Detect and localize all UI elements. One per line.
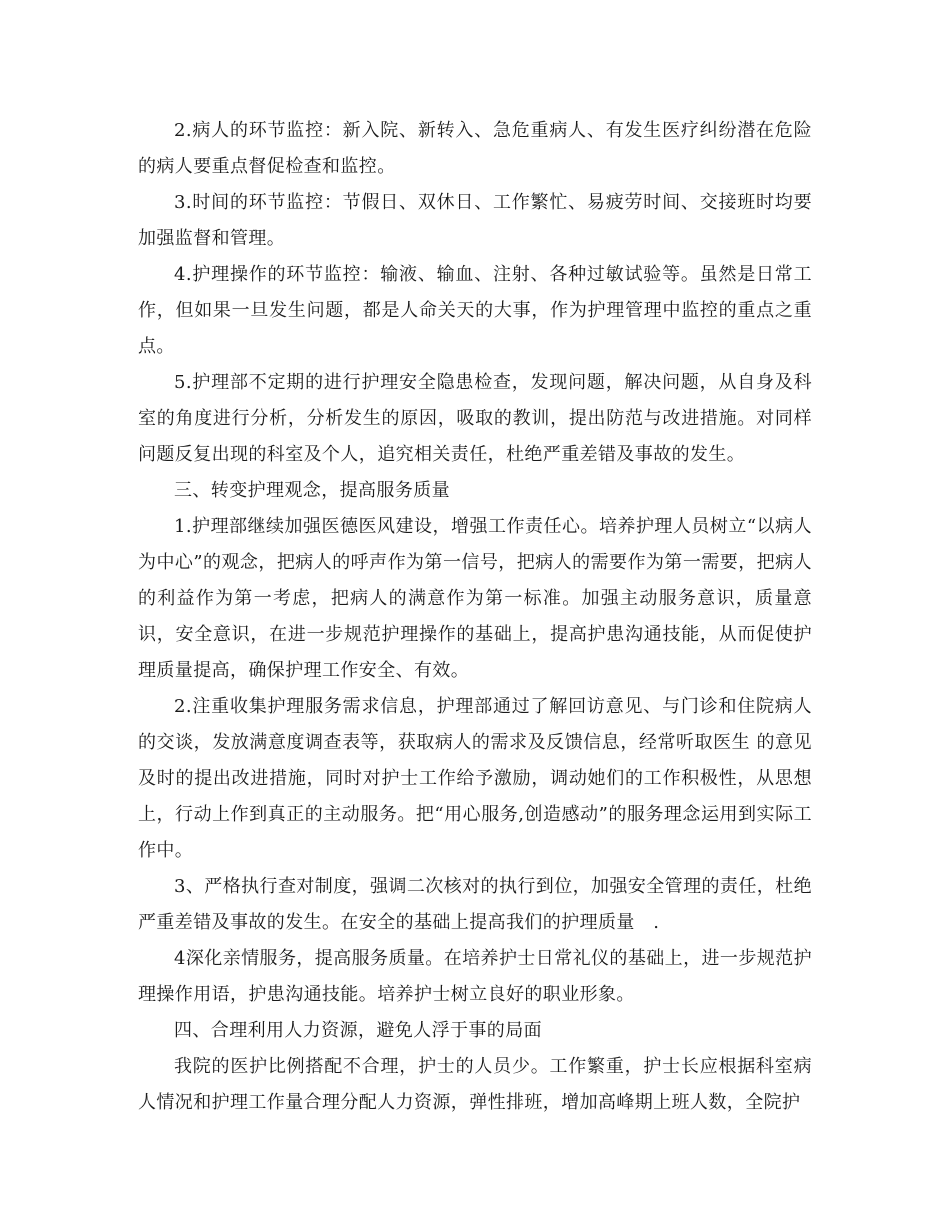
paragraph-operation-monitoring: 4.护理操作的环节监控：输液、输血、注射、各种过敏试验等。虽然是日常工作，但如果一旦发生问题，都是人命关天的大事，作为护理管理中监控的重点之重点。 [138, 264, 812, 357]
paragraph-patient-monitoring: 2.病人的环节监控：新入院、新转入、急危重病人、有发生医疗纠纷潜在危险的病人要重点督促检查和监控。 [138, 120, 812, 177]
paragraph-ethics-building: 1.护理部继续加强医德医风建设，增强工作责任心。培养护理人员树立“以病人为中心”的观念，把病人的呼声作为第一信号，把病人的需要作为第一需要，把病人的利益作为第一考虑，把病人的满意作为第一标准。加强主动服务意识，质量意识，安全意识，在进一步规范护理操作的基础上，提高护患沟通技能，从而促使护理质量提高，确保护理工作安全、有效。 [138, 516, 812, 681]
paragraph-check-system: 3、严格执行查对制度，强调二次核对的执行到位，加强安全管理的责任，杜绝严重差错及事故的发生。在安全的基础上提高我们的护理质量 . [138, 876, 812, 933]
paragraph-safety-inspection: 5.护理部不定期的进行护理安全隐患检查，发现问题，解决问题，从自身及科室的角度进行分析，分析发生的原因，吸取的教训，提出防范与改进措施。对同样问题反复出现的科室及个人，追究相关责任，杜绝严重差错及事故的发生。 [138, 372, 812, 465]
section-heading-3: 三、转变护理观念，提高服务质量 [174, 480, 450, 501]
paragraph-time-monitoring: 3.时间的环节监控：节假日、双休日、工作繁忙、易疲劳时间、交接班时均要加强监督和管理。 [138, 192, 812, 249]
section-heading-4: 四、合理利用人力资源，避免人浮于事的局面 [174, 1020, 542, 1041]
paragraph-family-service: 4深化亲情服务，提高服务质量。在培养护士日常礼仪的基础上，进一步规范护理操作用语，护患沟通技能。培养护士树立良好的职业形象。 [138, 948, 812, 1005]
paragraph-service-feedback: 2.注重收集护理服务需求信息，护理部通过了解回访意见、与门诊和住院病人的交谈，发放满意度调查表等，获取病人的需求及反馈信息，经常听取医生 的意见及时的提出改进措施，同时对护士工作给予激励，调动她们的工作积极性，从思想上，行动上作到真正的主动服务。把“用心服务,创造感动”的服务理念运用到实际工作中。 [138, 696, 812, 861]
document-body [138, 113, 812, 1121]
paragraph-staffing: 我院的医护比例搭配不合理，护士的人员少。工作繁重，护士长应根据科室病人情况和护理工作量合理分配人力资源，弹性排班，增加高峰期上班人数，全院护 [138, 1056, 812, 1113]
